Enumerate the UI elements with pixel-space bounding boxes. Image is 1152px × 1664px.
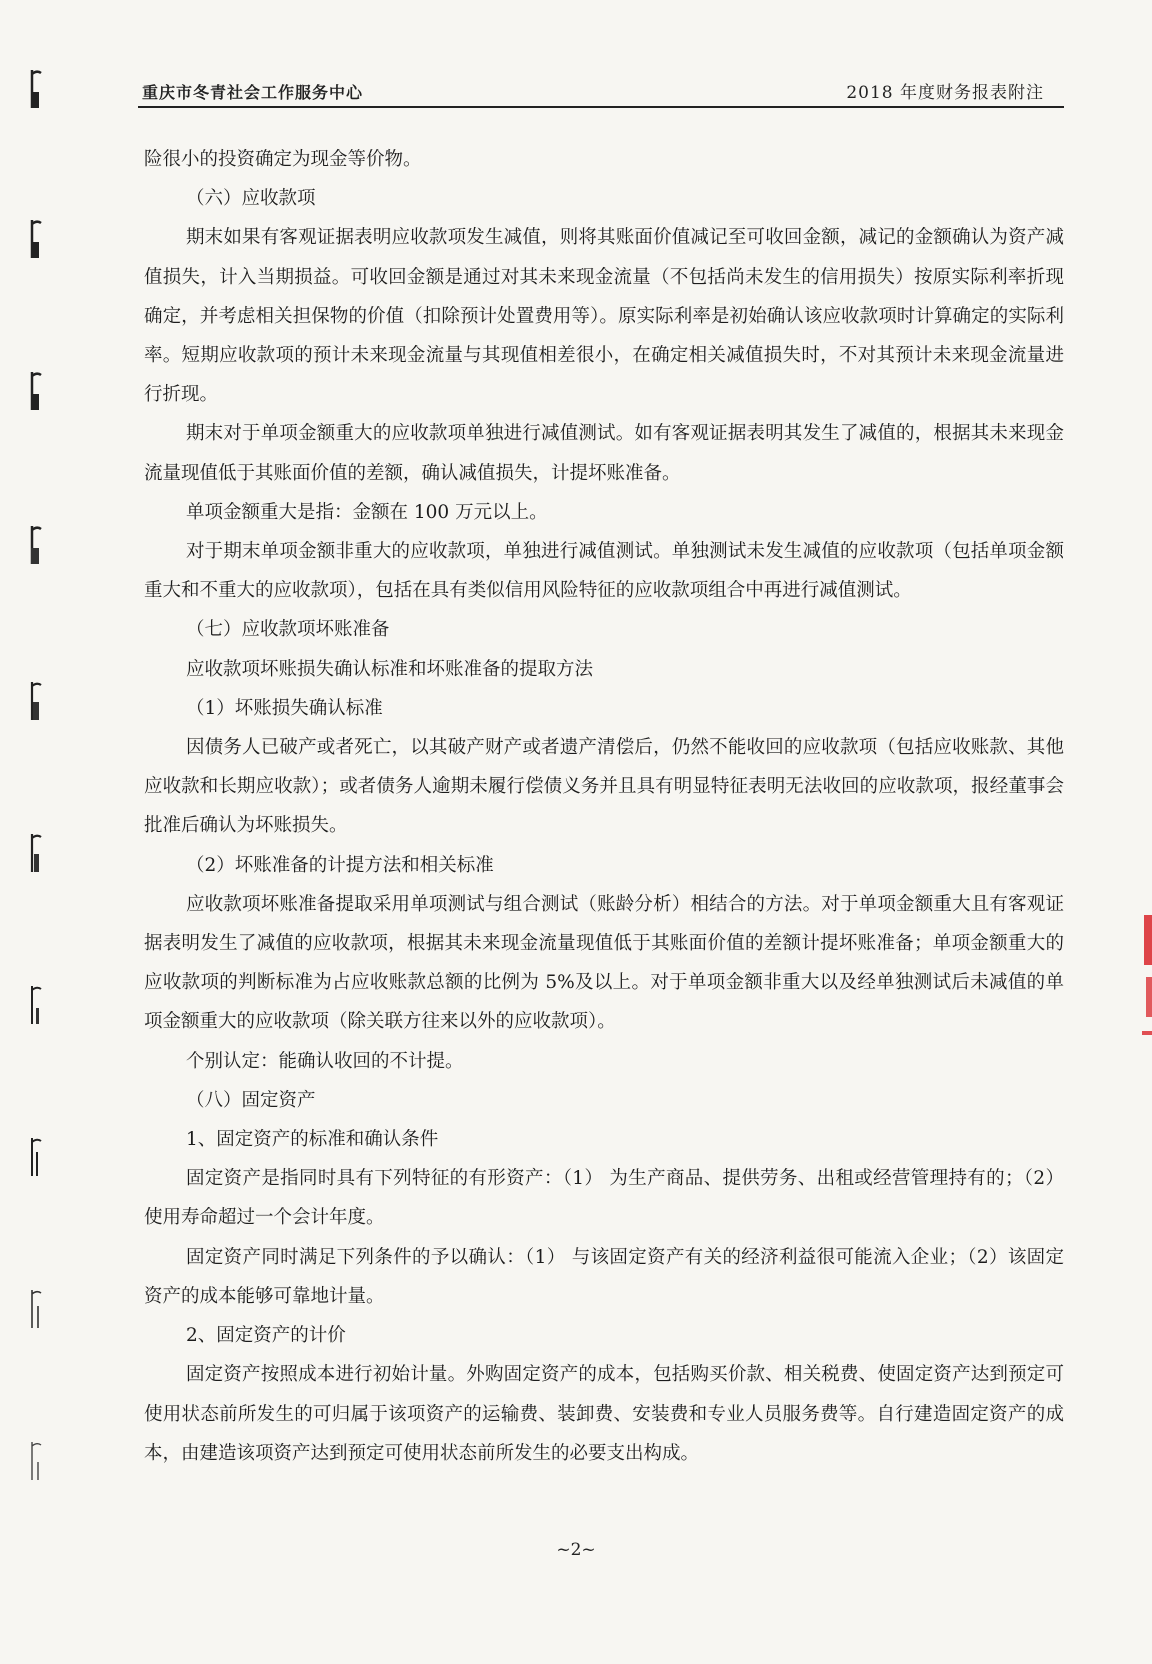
document-body (144, 140, 1064, 1473)
binding-hole-mark (28, 370, 44, 416)
paragraph: 因债务人已破产或者死亡，以其破产财产或者遗产清偿后，仍然不能收回的应收款项（包括应收账款、其他应收款和长期应收款）；或者债务人逾期未履行偿债义务并且具有明显特征表明无法收回的应收款项，报经董事会批准后确认为坏账损失。 (144, 737, 1064, 837)
binding-hole-mark (28, 1288, 44, 1334)
report-title: 2018 年度财务报表附注 (846, 83, 1044, 103)
paragraph: （1）坏账损失确认标准 (186, 697, 383, 719)
binding-hole-mark (28, 1136, 44, 1182)
binding-hole-mark (28, 68, 44, 114)
paragraph: 应收款项坏账准备提取采用单项测试与组合测试（账龄分析）相结合的方法。对于单项金额重大且有客观证据表明发生了减值的应收款项，根据其未来现金流量现值低于其账面价值的差额计提坏账准备；单项金额重大的应收款项的判断标准为占应收账款总额的比例为 5%及以上。对于单项金额非重大以及经单独测试后未减值的单项金额重大的应收款项（除关联方往来以外的应收款项）。 (144, 893, 1064, 1033)
paragraph: （七）应收款项坏账准备 (186, 619, 390, 641)
paragraph: 固定资产按照成本进行初始计量。外购固定资产的成本，包括购买价款、相关税费、使固定资产达到预定可使用状态前所发生的可归属于该项资产的运输费、装卸费、安装费和专业人员服务费等。自行建造固定资产的成本，由建造该项资产达到预定可使用状态前所发生的必要支出构成。 (144, 1364, 1064, 1464)
paragraph: 固定资产同时满足下列条件的予以确认：（1） 与该固定资产有关的经济利益很可能流入企业；（2）该固定资产的成本能够可靠地计量。 (144, 1246, 1064, 1307)
page-number: ~2~ (556, 1540, 596, 1560)
binding-hole-mark (28, 832, 44, 878)
paragraph: 2、固定资产的计价 (186, 1325, 346, 1347)
paragraph: 1、固定资产的标准和确认条件 (186, 1129, 439, 1151)
paragraph: 期末如果有客观证据表明应收款项发生减值，则将其账面价值减记至可收回金额，减记的金额确认为资产减值损失，计入当期损益。可收回金额是通过对其未来现金流量（不包括尚未发生的信用损失）按原实际利率折现确定，并考虑相关担保物的价值（扣除预计处置费用等）。原实际利率是初始确认该应收款项时计算确定的实际利率。短期应收款项的预计未来现金流量与其现值相差很小，在确定相关减值损失时，不对其预计未来现金流量进行折现。 (144, 227, 1064, 406)
organization-name: 重庆市冬青社会工作服务中心 (142, 83, 364, 102)
paragraph: （八）固定资产 (186, 1089, 316, 1111)
paragraph: 单项金额重大是指：金额在 100 万元以上。 (186, 501, 548, 523)
paragraph: 期末对于单项金额重大的应收款项单独进行减值测试。如有客观证据表明其发生了减值的，根据其未来现金流量现值低于其账面价值的差额，确认减值损失，计提坏账准备。 (144, 423, 1064, 484)
paragraph: 险很小的投资确定为现金等价物。 (144, 149, 422, 170)
paragraph: （2）坏账准备的计提方法和相关标准 (186, 854, 494, 876)
paragraph: 应收款项坏账损失确认标准和坏账准备的提取方法 (186, 658, 594, 680)
paragraph: 个别认定：能确认收回的不计提。 (186, 1050, 464, 1072)
binding-hole-mark (28, 984, 44, 1030)
binding-hole-mark (28, 1440, 44, 1486)
paragraph: 固定资产是指同时具有下列特征的有形资产：（1） 为生产商品、提供劳务、出租或经营管理持有的；（2） 使用寿命超过一个会计年度。 (144, 1168, 1064, 1229)
binding-hole-mark (28, 524, 44, 570)
binding-hole-mark (28, 218, 44, 264)
page-header (138, 78, 1064, 108)
seal-stamp-fragment (1142, 915, 1152, 1055)
binding-hole-mark (28, 680, 44, 726)
paragraph: （六）应收款项 (186, 188, 316, 210)
paragraph: 对于期末单项金额非重大的应收款项，单独进行减值测试。单独测试未发生减值的应收款项（包括单项金额重大和不重大的应收款项），包括在具有类似信用风险特征的应收款项组合中再进行减值测试。 (144, 541, 1064, 602)
